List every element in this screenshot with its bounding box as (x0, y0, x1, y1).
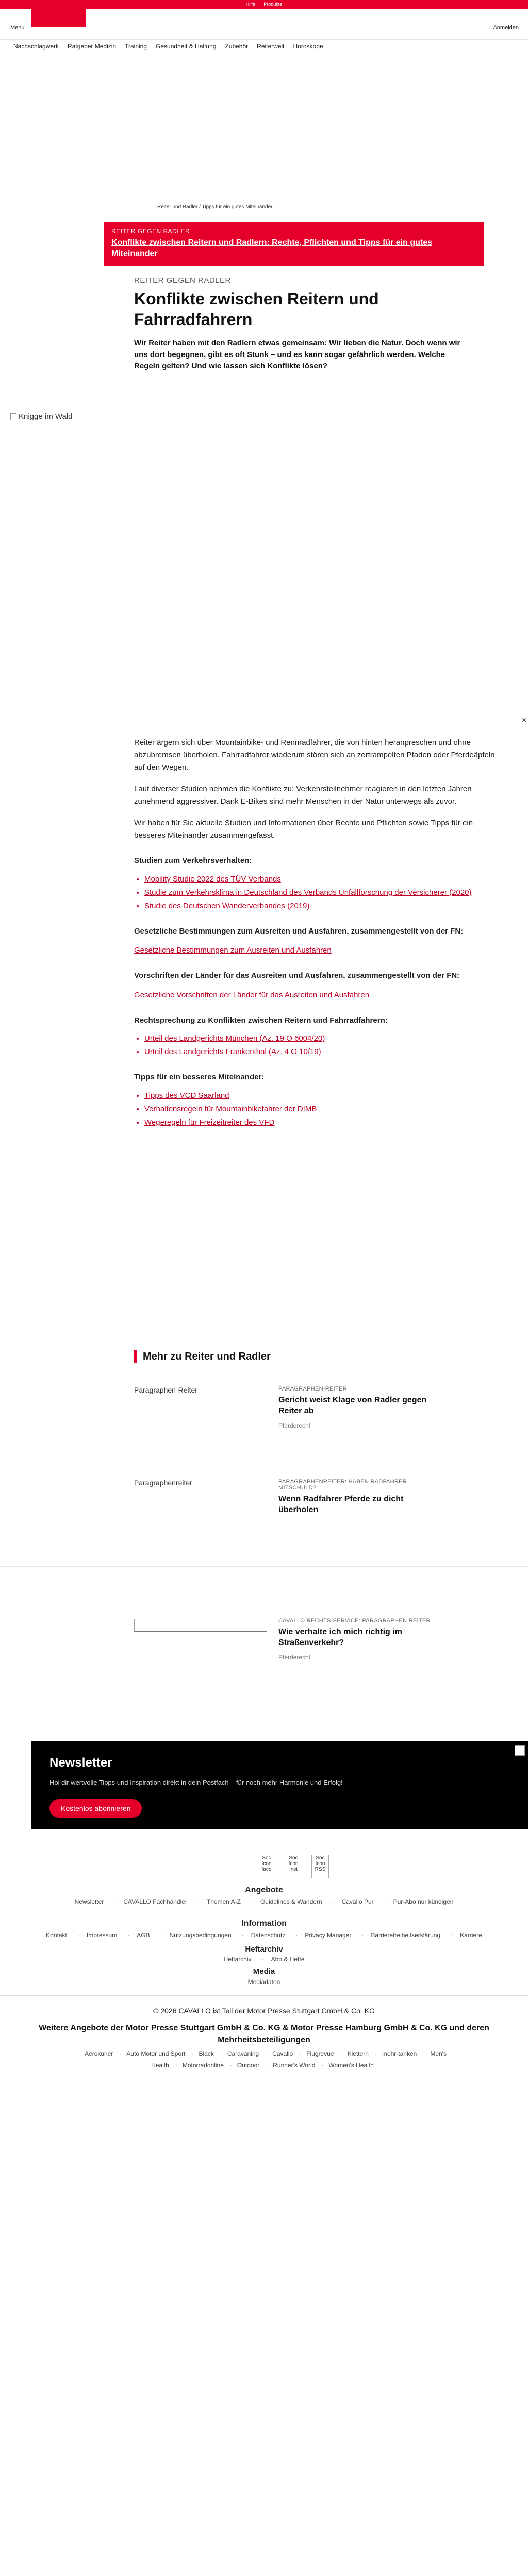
footer-link[interactable]: · Privacy Manager (295, 1931, 351, 1939)
breadcrumb-item[interactable]: Reiter und Radler (157, 204, 198, 210)
footer-info-links (0, 1931, 528, 1939)
footer-link[interactable]: · Guidelines & Wandern (251, 1898, 322, 1905)
teaser-label: REITER GEGEN RADLER (111, 228, 190, 235)
related-teaser[interactable] (134, 1386, 454, 1448)
tips-list (134, 1090, 505, 1129)
paragraph: Wir haben für Sie aktuelle Studien und Informationen über Rechte und Pflichten sowie Tipps für ein besseres Miteinander zusammengefasst. (134, 819, 473, 840)
login-button[interactable]: Anmelden (493, 25, 519, 31)
study-link[interactable]: Studie des Deutschen Wanderverbandes (2019) (144, 901, 310, 910)
rss-icon[interactable]: Soc Icon RSS (311, 1855, 329, 1878)
offer-link[interactable]: · Women's Health (321, 2062, 373, 2069)
teaser-title[interactable]: Wenn Radfahrer Pferde zu dicht überholen (278, 1495, 404, 1514)
footer-divider (0, 1995, 528, 1996)
laws-link[interactable]: Gesetzliche Bestimmungen zum Ausreiten und Ausfahren (134, 946, 332, 955)
main-nav (0, 39, 528, 53)
nav-item-nachschlagwerk[interactable]: Nachschlagwerk (13, 43, 59, 50)
nav-item-training[interactable]: Training (125, 43, 147, 50)
newsletter-subscribe-button[interactable]: Kostenlos abonnieren (50, 1799, 142, 1818)
breadcrumb-item: / Tipps für ein gutes Miteinander (199, 204, 272, 210)
footer-link[interactable]: · Cavallo Pur (333, 1898, 374, 1905)
teaser-source[interactable]: Pferderecht (278, 1653, 311, 1661)
offer-link[interactable]: · Runner's World (266, 2062, 315, 2069)
breadcrumb (157, 204, 272, 210)
footer-link[interactable]: · Pur-Abo nur kündigen (384, 1898, 454, 1905)
related-teaser[interactable] (134, 1479, 454, 1535)
states-heading: Vorschriften der Länder für das Ausreiten und Ausfahren, zusammengestellt von der FN: (134, 971, 460, 980)
footer-link[interactable]: · Nutzungsbedingungen (160, 1931, 232, 1939)
tip-link[interactable]: Wegeregeln für Freizeitreiter des VFD (144, 1117, 275, 1127)
court-heading: Rechtsprechung zu Konflikten zwischen Reitern und Fahrradfahrern: (134, 1015, 388, 1025)
nav-item-horoskope[interactable]: Horoskope (293, 43, 323, 50)
newsletter-image (515, 1745, 525, 1756)
help-link[interactable]: Hilfe (245, 2, 255, 7)
nav-item-ratgeber-medizin[interactable]: Ratgeber Medizin (68, 43, 117, 50)
nav-item-gesundheit[interactable]: Gesundheit & Haltung (156, 43, 217, 50)
footer-angebote-links (0, 1898, 528, 1905)
paragraph: Laut diverser Studien nehmen die Konflikte zu: Verkehrsteilnehmer reagieren in den letzten Jahren zunehmend aggressiver. Dank E-Bikes sind mehr Menschen in der Natur unterwegs als zuvor. (134, 785, 472, 806)
featured-teaser[interactable] (104, 222, 484, 266)
site-logo[interactable] (31, 0, 86, 27)
footer-link[interactable]: · Themen A-Z (197, 1898, 241, 1905)
teaser-image[interactable] (134, 1619, 267, 1632)
study-link[interactable]: Studie zum Verkehrsklima in Deutschland des Verbands Unfallforschung der Versicherer (2020) (144, 888, 472, 897)
newsletter-box (31, 1741, 528, 1829)
products-link[interactable]: Produkte (263, 2, 283, 7)
divider (0, 1566, 528, 1567)
menu-button[interactable]: Menu (10, 25, 25, 31)
copyright: © 2026 CAVALLO ist Teil der Motor Presse Stuttgart GmbH & Co. KG (153, 2007, 375, 2015)
facebook-icon[interactable]: Soc Icon face (258, 1855, 275, 1878)
article-intro: Wir Reiter haben mit den Radlern etwas gemeinsam: Wir lieben die Natur. Doch wenn wir uns dort begegnen, gibt es oft Stunk – und es kann sogar gefährlich werden. Welche Regeln gelten? Und wie lassen sich Konflikte lösen? (134, 338, 460, 370)
close-icon[interactable]: × (522, 716, 527, 725)
related-teaser[interactable] (134, 1618, 454, 1680)
tip-link[interactable]: Tipps des VCD Saarland (144, 1091, 229, 1100)
instagram-icon[interactable]: Soc Icon Inst (285, 1855, 302, 1878)
footer-link[interactable]: · Barrierefreiheitserklärung (361, 1931, 440, 1939)
offer-link[interactable]: · mehr-tanken (375, 2050, 417, 2057)
paragraph: Reiter ärgern sich über Mountainbike- und Rennradfahrer, die von hinten heranpreschen und ohne abzubremsen überholen. Fahrradfahrer wiederum stören sich an zertrampelten Pfaden oder Pferdeäpfeln auf den Wegen. (134, 738, 495, 772)
laws-heading: Gesetzliche Bestimmungen zum Ausreiten und Ausfahren, zusammengestellt von der FN: (134, 926, 464, 936)
offer-link[interactable]: · Outdoor (230, 2062, 259, 2069)
more-offers-title: Weitere Angebote der Motor Presse Stuttgart GmbH & Co. KG & Motor Presse Hamburg GmbH & Co. KG und deren Mehrheitsbeteiligungen (39, 2024, 489, 2045)
footer-link[interactable]: · AGB (127, 1931, 150, 1939)
states-link[interactable]: Gesetzliche Vorschriften der Länder für das Ausreiten und Ausfahren (134, 990, 370, 999)
offer-link[interactable]: · Klettern (340, 2050, 369, 2057)
social-icons (258, 1855, 329, 1878)
footer-info-title: Information (241, 1919, 287, 1928)
article-body (134, 737, 505, 1134)
offer-link[interactable]: · Auto Motor und Sport (119, 2050, 185, 2057)
studies-list (134, 873, 505, 912)
footer-link[interactable]: · Impressum (77, 1931, 117, 1939)
footer-heft-links (0, 1956, 528, 1963)
footer-link[interactable]: · CAVALLO Fachhändler (114, 1898, 187, 1905)
teaser-image[interactable] (134, 1479, 268, 1487)
teaser-source[interactable]: Pferderecht (278, 1421, 311, 1429)
hero-image (10, 412, 521, 721)
teaser-image[interactable] (134, 1386, 268, 1394)
teaser-title[interactable]: Gericht weist Klage von Radler gegen Reiter ab (278, 1396, 427, 1415)
court-link[interactable]: Urteil des Landgerichts Frankenthal (Az. 4 O 10/19) (144, 1047, 321, 1056)
offers-links (21, 2048, 507, 2072)
teaser-category: CAVALLO RECHTS-SERVICE: PARAGRAPHEN REITER (278, 1618, 431, 1624)
footer-media-links (0, 1978, 528, 1986)
footer-link[interactable]: Mediadaten (248, 1978, 280, 1986)
broken-image-icon (10, 413, 16, 420)
footer-link[interactable]: Newsletter (74, 1898, 104, 1905)
newsletter-description: Hol dir wertvolle Tipps und Inspiration direkt in dein Postfach – für noch mehr Harmonie und Erfolg! (50, 1778, 343, 1786)
footer-link[interactable]: · Abo & Hefte (262, 1956, 305, 1963)
nav-item-reiterwelt[interactable]: Reiterwelt (257, 43, 285, 50)
teaser-category: PARAGRAPHENREITER: HABEN RADFAHRER MITSCHULD? (278, 1479, 407, 1491)
article-title: Konflikte zwischen Reitern und Fahrradfahrern (134, 290, 379, 329)
study-link[interactable]: Mobility Studie 2022 des TÜV Verbands (144, 874, 281, 884)
court-link[interactable]: Urteil des Landgerichts München (Az. 19 O 6004/20) (144, 1034, 325, 1043)
teaser-image-alt: Paragraphenreiter (134, 1479, 192, 1487)
footer-link[interactable]: · Datenschutz (242, 1931, 286, 1939)
tip-link[interactable]: Verhaltensregeln für Mountainbikefahrer der DIMB (144, 1104, 317, 1113)
footer-link[interactable]: · Karriere (451, 1931, 482, 1939)
teaser-link[interactable]: Konflikte zwischen Reitern und Radlern: Rechte, Pflichten und Tipps für ein gutes Miteinander (111, 238, 432, 258)
offer-link[interactable]: · Motorradonline (175, 2062, 224, 2069)
offer-link[interactable]: · Black (191, 2050, 213, 2057)
hero-image-alt: Knigge im Wald (19, 412, 73, 421)
offer-link[interactable]: · Caravaning (220, 2050, 259, 2057)
offer-link[interactable]: · Men's Health (151, 2050, 447, 2069)
offer-link[interactable]: Aerokurier (85, 2050, 113, 2057)
footer-angebote-title: Angebote (245, 1886, 283, 1894)
offer-link[interactable]: · Cavallo (265, 2050, 293, 2057)
newsletter-title: Newsletter (50, 1756, 112, 1770)
related-title: Mehr zu Reiter und Radler (134, 1350, 271, 1363)
footer-link[interactable]: Kontakt (46, 1931, 67, 1939)
studies-heading: Studien zum Verkehrsverhalten: (134, 856, 252, 865)
court-list (134, 1032, 505, 1058)
offer-link[interactable]: · Flugrevue (299, 2050, 334, 2057)
footer-media-title: Media (253, 1967, 275, 1976)
article-kicker: REITER GEGEN RADLER (134, 276, 231, 285)
footer-heft-title: Heftarchiv (245, 1945, 283, 1954)
teaser-category: PARAGRAPHEN-REITER (278, 1386, 347, 1392)
teaser-title[interactable]: Wie verhalte ich mich richtig im Straßenverkehr? (278, 1628, 402, 1647)
tips-heading: Tipps für ein besseres Miteinander: (134, 1073, 265, 1081)
nav-item-zubehoer[interactable]: Zubehör (225, 43, 249, 50)
footer-link[interactable]: Heftarchiv (223, 1956, 252, 1963)
teaser-image-alt: Paragraphen-Reiter (134, 1386, 197, 1394)
